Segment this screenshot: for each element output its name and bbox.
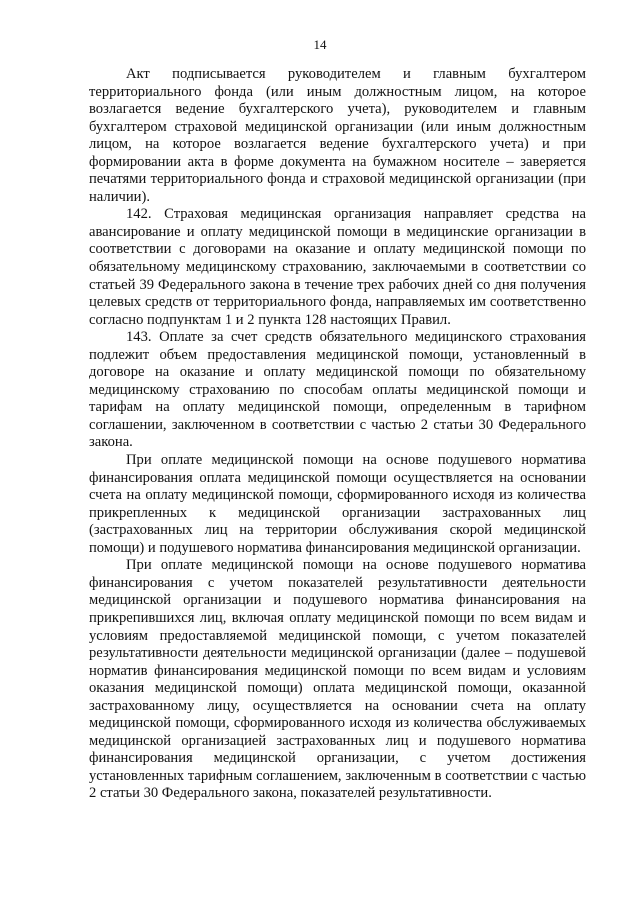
paragraph-per-capita-payment: При оплате медицинской помощи на основе подушевого норматива финансирования оплата медицинской помощи осуществляется на основании счета на оплату медицинской помощи, сформированного исходя из количества прикрепленных к медицинской организации застрахованных лиц (застрахованных лиц на территории обслуживания скорой медицинской помощи) и подушевого норматива финансирования медицинской организации. <box>89 452 586 556</box>
paragraph-142: 142. Страховая медицинская организация направляет средства на авансирование и оплату медицинской помощи в медицинские организации в соответствии с договорами на оказание и оплату медицинской помощи по обязательному медицинскому страхованию, заключаемыми в соответствии со статьей 39 Федерального закона в течение трех рабочих дней со дня получения целевых средств от территориального фонда, направляемых им соответственно согласно подпунктам 1 и 2 пункта 128 настоящих Правил. <box>89 206 586 328</box>
paragraph-act-signing: Акт подписывается руководителем и главным бухгалтером территориального фонда (или иным должностным лицом, на которое возлагается ведение бухгалтерского учета), руководителем и главным бухгалтером страховой медицинской организации (или иным должностным лицом, на которое возлагается ведение бухгалтерского учета) и при формировании акта в форме документа на бумажном носителе – заверяется печатями территориального фонда и страховой медицинской организации (при наличии). <box>89 66 586 205</box>
paragraph-143: 143. Оплате за счет средств обязательного медицинского страхования подлежит объем предоставления медицинской помощи, установленный в договоре на оказание и оплату медицинской помощи по обязательному медицинскому страхованию по способам оплаты медицинской помощи и тарифам на оплату медицинской помощи, определенным в тарифном соглашении, заключенном в соответствии с частью 2 статьи 30 Федерального закона. <box>89 329 586 451</box>
page-number: 14 <box>313 37 327 52</box>
document-body <box>89 66 586 803</box>
paragraph-per-capita-performance-payment: При оплате медицинской помощи на основе подушевого норматива финансирования с учетом показателей результативности деятельности медицинской организации и подушевого норматива финансирования на прикрепившихся лиц, включая оплату медицинской помощи по всем видам и условиям предоставляемой медицинской помощи, с учетом показателей результативности деятельности медицинской организации (далее – подушевой норматив финансирования медицинской помощи по всем видам и условиям оказания медицинской помощи) оплата медицинской помощи, оказанной застрахованному лицу, осуществляется на основании счета на оплату медицинской помощи, сформированного исходя из количества обслуживаемых медицинской организацией застрахованных лиц и подушевого норматива финансирования медицинской организации, с учетом достижения установленных тарифным соглашением, заключенным в соответствии с частью 2 статьи 30 Федерального закона, показателей результативности. <box>89 557 586 802</box>
